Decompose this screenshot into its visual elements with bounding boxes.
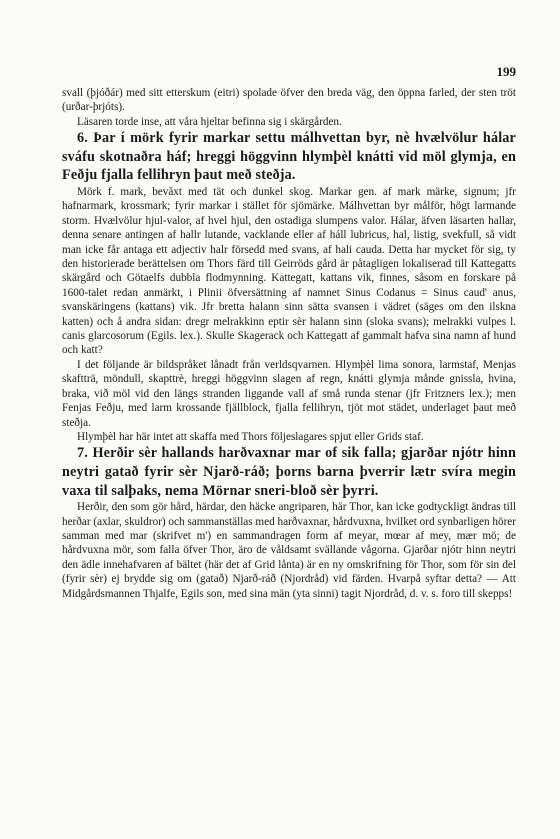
page-number: 199 xyxy=(496,64,516,79)
page-body xyxy=(62,86,516,601)
commentary-6c: Hlymþèl har här intet att skaffa med Thors följeslagares spjut eller Grids staf. xyxy=(77,430,424,443)
stanza-7-number: 7. xyxy=(77,445,88,462)
stanza-6-number: 6. xyxy=(77,130,88,147)
paragraph-note: Läsaren torde inse, att våra hjeltar befinna sig i skärgården. xyxy=(77,115,342,128)
stanza-7-text: Herðir sèr hallands harðvaxnar mar of sik falla; gjarðar njótr hinn neytri gatað fyrir sèr Njarð-ráð; þorns barna þverrir lætr svíra megin vaxa til salþaks, nema Mörnar sneri-bloð sèr þyrri. xyxy=(62,445,516,499)
commentary-7: Herðir, den som gör hård, härdar, den häcke angriparen, här Thor, kan icke godtyckligt ändras till herðar (axlar, skuldror) och sammanställas med harðvaxnar, hårdvuxna, hvilket ord synbarligen hörer samman med mar (skrifvet m') en sammandragen form af meyar, mœar af mey, mær mö; de hårdvuxna mör, som falla öfver Thor, äro de våldsamt svällande vågorna. Gjarðar njótr hinn neytri den ädle innehafvaren af bältet (här det af Grid lånta) är en ny omskrifning för Thor, som för sin del (fyrir sèr) ej brydde sig om (gatað) Njarð-ráð (Njordråd) vid färden. Hvarpå syftar detta? — Att Midgårdsmannen Thjalfe, Egils son, med sina män (yta sinni) tagit Njordråd, d. v. s. foro till skepps! xyxy=(62,501,516,600)
commentary-6b: I det följande är bildspråket lånadt från verldsqvarnen. Hlymþèl lima sonora, larmstaf, Menjas skaftträ, möndull, skapttrè, hreggi höggvinn slagen af regn, knátti glymja månde gnissla, hvina, braka, við möl vid den längs stranden liggande vall af små runda stenar (jfr Fritzners lex.); men Fenjas Feðju, med larm krossande fjällblock, fjalla fellihryn, tjöt mot städet, underlaget þaut með steðja. xyxy=(62,358,516,429)
stanza-6-text: Þar í mörk fyrir markar settu málhvettan byr, nè hvælvölur hálar sváfu skotnaðra háf; hreggi höggvinn hlymþèl knátti vid möl glymja, en Feðju fjalla fellihryn þaut með steðja. xyxy=(62,130,517,184)
paragraph-top: svall (þjóðár) med sitt etterskum (eitri) spolade öfver den breda väg, den öppna farled, der sten tröt (urðar-þrjóts). xyxy=(62,87,516,114)
stanza-6 xyxy=(62,129,516,185)
stanza-7 xyxy=(62,444,516,500)
commentary-6: Mörk f. mark, bevăxt med tät och dunkel skog. Markar gen. af mark märke, signum; jfr hafnarmark, krossmark; fyrir markar i stället för sjömärke. Málhvettan byr målför, högt larmande storm. Hvælvölur hjul-valor, af hvel hjul, den ostadiga slumpens valor. Hálar, äfven läsarten hallar, denna senare antingen af hallr lutande, vacklande eller af háll lubricus, hal, listig, svekfull, så vidt man icke får antaga ett adjectiv halr försedd med svans, af hali cauda. Detta har mycket för sig, ty den historierade berättelsen om Thors färd till Geirröds gård är påtagligen lokaliserad till Kattegatts skärgård och Götaelfs dubbla flodmynning. Kattegatt, kattans vik, finnes, såsom en forskare på 1600-talet redan anmärkt, i Plinii öfversättning af namnet Sinus Codanus = Sinus caud' anus, svanskäringens (kattans) vik. Jfr bretta halann sinn sätta svansen i vädret (säges om den ilskna katten) och å andra sidan: dregr melrakkinn eptir sèr halann sinn (sloka svans); melrakki vulpes l. canis glarcosorum (Egils. lex.). Skulle Skagerack och Kattegatt af gammalt hafva sina namn af hund och katt? xyxy=(62,186,516,357)
